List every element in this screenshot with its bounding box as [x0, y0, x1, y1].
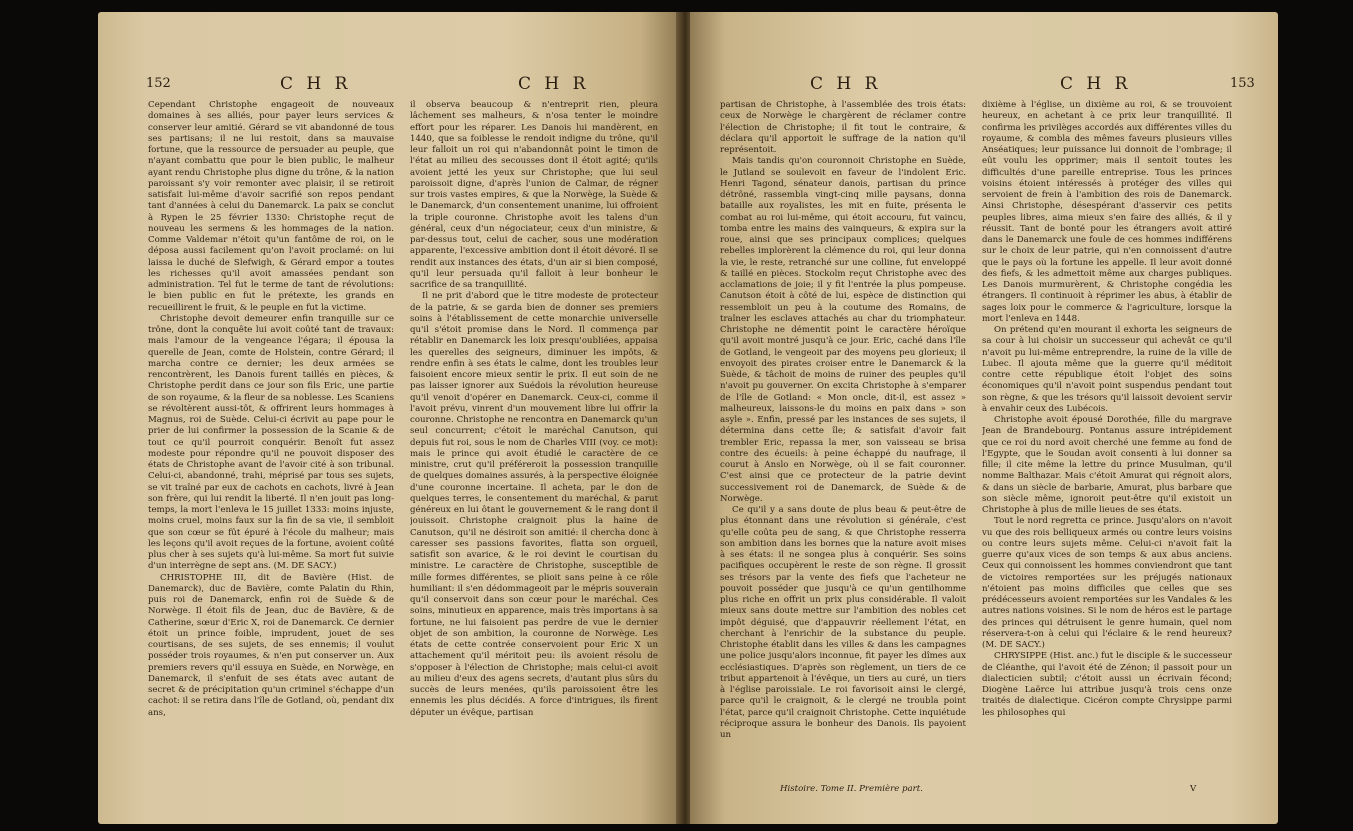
paragraph: Cependant Christophe engageoit de nouveaux domaines à ses alliés, pour payer leurs services & conserver leur amitié. Gérard se vit abandonné de tous ses partisans; il ne lui restoit, dans sa mauvaise fortune, que la ressource de persuader au peuple, que n'ayant combattu que pour le bien public, le malheur ayant rendu Christophe plus digne du trône, & la nation paroissant s'y voir remonter avec plaisir, il se retiroit satisfait lui-même d'avoir sacrifié son repos pendant tant d'années à celui du Danemarck. La paix se conclut à Rypen le 25 février 1330: Christophe reçut de nouveau les sermens & les hommages de la nation. Comme Valdemar n'étoit qu'un fantôme de roi, on le déposa aussi facilement qu'on l'avoit proclamé: on lui laissa le duché de Slefwigh, & Gérard empor a toutes les richesses qu'il avoit amassées pendant son administration. Tel fut le terme de tant de révolutions: le bien public en fut le prétexte, les grands en recueillirent le fruit, & le peuple en fut la victime.: [148, 100, 394, 313]
page-footer-title: Histoire. Tome II. Première part.: [780, 784, 923, 794]
signature-mark: V: [1190, 784, 1197, 794]
paragraph: Christophe avoit épousé Dorothée, fille du margrave Jean de Brandebourg. Pontanus assure intrépidement que ce roi du nord avoit cherché une femme au fond de l'Egypte, que le Soudan avoit consenti à lui donner sa fille; il cite même la lettre du prince Musulman, qu'il nomme Balthazar. Mais c'étoit Amurat qui régnoit alors, & dans un siècle de barbarie, Amurat, plus barbare que son siècle même, ignoroit peut-être qu'il existoit un Christophe à plus de mille lieues de ses états.: [982, 415, 1232, 515]
page-number: 153: [1230, 76, 1255, 91]
paragraph: On prétend qu'en mourant il exhorta les seigneurs de sa cour à lui choisir un successeur qui achevât ce qu'il n'avoit pu lui-même entreprendre, la ruine de la ville de Lubec. Il ajouta même que la guerre qu'il méditoit contre cette république étoit l'objet des soins économiques qu'il n'avoit point suspendus pendant tout son règne, & que les trésors qu'il laissoit devoient servir à envahir ceux des Lubécois.: [982, 325, 1232, 414]
paragraph: Ce qu'il y a sans doute de plus beau & peut-être de plus étonnant dans une révolution si générale, c'est qu'elle coûta peu de sang, & que Christophe resserra son ambition dans les bornes que la nature avoit mises à ses états: il ne songea plus à conquérir. Ses soins pacifiques occupèrent le reste de son règne. Il grossit ses trésors par la vente des fiefs que l'acheteur ne pouvoit posséder que jusqu'à ce qu'un gentilhomme plus riche en offrit un prix plus considérable. Il valoit mieux sans doute mettre sur l'ambition des nobles cet impôt déguisé, que d'appauvrir réellement l'état, en cherchant à l'enrichir de la substance du peuple. Christophe établit dans les villes & dans les campagnes une police jusqu'alors inconnue, fit payer les dîmes aux ecclésiastiques. D'après son règlement, un tiers de ce tribut appartenoit à l'évêque, un tiers au curé, un tiers à l'église paroissiale. Le roi favorisoit ainsi le clergé, parce qu'il le craignoit, & le clergé ne troubla point l'état, parce qu'il craignoit Christophe. Cette inquiétude réciproque assura le bonheur des Danois. Ils payoient un: [720, 505, 966, 740]
left-page-column-2: [410, 100, 658, 790]
paragraph: Christophe devoit demeurer enfin tranquille sur ce trône, dont la conquête lui avoit coûté tant de travaux: mais l'amour de la vengeance l'égara; il épousa la querelle de Jean, comte de Holstein, contre Gérard; il marcha contre ce dernier; les deux armées se rencontrèrent, les Danois furent taillés en pièces, & Christophe perdit dans ce jour son fils Eric, une partie de son royaume, & la fleur de sa noblesse. Les Scaniens se révoltèrent aussi-tôt, & offrirent leurs hommages à Magnus, roi de Suède. Celui-ci écrivit au pape pour le prier de lui confirmer la possession de la Scanie & de tout ce qu'il pourroit conquérir. Benoît fut assez modeste pour répondre qu'il ne pouvoit disposer des états de Christophe avant de l'avoir cité à son tribunal. Celui-ci, abandonné, trahi, méprisé par tous ses sujets, se vit traîné par eux de cachots en cachots, livré à Jean son frère, qui lui rendit la liberté. Il n'en jouit pas long-temps, la mort l'enleva le 15 juillet 1333: moins injuste, moins cruel, moins faux sur la fin de sa vie, il sembloit que son cœur se fût épuré à l'école du malheur; mais les leçons qu'il avoit reçues de la fortune, avoient coûté plus cher à ses sujets qu'à lui-même. Sa mort fut suivie d'un interrègne de sept ans. (M. DE SACY.): [148, 313, 394, 572]
paragraph: Mais tandis qu'on couronnoit Christophe en Suède, le Jutland se soulevoit en faveur de l'indolent Eric. Henri Tagond, sénateur danois, partisan du prince détrôné, rassembla vingt-cinq mille paysans, donna bataille aux royalistes, les mit en fuite, présenta le combat au roi lui-même, qui étoit accouru, fut vaincu, tomba entre les mains des vainqueurs, & expira sur la roue, ainsi que ses principaux complices; quelques rebelles implorèrent la clémence du roi, qui leur donna la vie, le reste, retranché sur une colline, fut enveloppé & taillé en pièces. Stockolm reçut Christophe avec des acclamations de joie; il y fit l'entrée la plus pompeuse. Canutson étoit à côté de lui, espèce de distinction qui ressembloit un peu à la coutume des Romains, de traîner les esclaves attachés au char du triomphateur. Christophe ne démentit point le caractère héroïque qu'il avoit montré jusqu'à ce jour. Eric, caché dans l'île de Gotland, le vengeoit par des moyens peu glorieux; il envoyoit des pirates croiser entre le Danemarck & la Suède, & tâchoit de moins de ruiner des peuples qu'il n'avoit pu gouverner. On excita Christophe à s'emparer de l'île de Gotland: « Mon oncle, dit-il, est assez » malheureux, laissons-le du moins en paix dans » son asyle ». Enfin, pressé par les instances de ses sujets, il détermina dans cette île; & satisfait d'avoir fait trembler Eric, repassa la mer, son vaisseau se brisa contre des écueils: à peine échappé du naufrage, il courut à Anslo en Norwège, où il se fait couronner. C'est ainsi que ce protecteur de la patrie devint successivement roi de Danemarck, de Suède & de Norwège.: [720, 156, 966, 504]
right-page: [690, 12, 1278, 824]
running-head: C H R: [1060, 74, 1132, 94]
running-head: C H R: [810, 74, 882, 94]
paragraph: il observa beaucoup & n'entreprit rien, pleura lâchement ses malheurs, & n'osa tenter le moindre effort pour les réparer. Les Danois lui mandèrent, en 1440, que sa foiblesse le rendoit indigne du trône, qu'il leur falloit un roi qui n'abandonnât point le timon de l'état au milieu des secousses dont il étoit agité; qu'ils avoient jetté les yeux sur Christophe; que lui seul paroissoit digne, d'après l'union de Calmar, de régner sur trois vastes empires, & que la Norwège, la Suède & le Danemarck, d'un consentement unanime, lui offroient la triple couronne. Christophe avoit les talens d'un général, ceux d'un négociateur, ceux d'un ministre, & par-dessus tout, celui de cacher, sous une modération apparente, l'excessive ambition dont il étoit dévoré. Il se rendit aux instances des états, d'un air si bien composé, qu'il leur persuada qu'il falloit à leur bonheur le sacrifice de sa tranquillité.: [410, 100, 658, 290]
right-page-header: [690, 74, 1278, 96]
paragraph: CHRISTOPHE III, dit de Bavière (Hist. de Danemarck), duc de Bavière, comte Palatin du Rhin, puis roi de Danemarck, enfin roi de Suède & de Norwège. Il étoit fils de Jean, duc de Bavière, & de Catherine, sœur d'Eric X, roi de Danemarck. Ce dernier étoit un prince foible, imprudent, jouet de ses courtisans, de ses sujets, de ses ennemis; il voulut posséder trois royaumes, & n'en put conserver un. Aux premiers revers qu'il essuya en Suède, en Norwège, en Danemarck, il s'enfuit de ses états avec autant de secret & de précipitation qu'un criminel s'échappe d'un cachot: il se retira dans l'île de Gotland, où, pendant dix ans,: [148, 572, 394, 718]
open-book: [98, 12, 1278, 824]
paragraph: Tout le nord regretta ce prince. Jusqu'alors on n'avoit vu que des rois belliqueux armés ou contre leurs voisins ou contre leurs sujets même. Celui-ci n'avoit fait la guerre qu'aux vices de son temps & aux abus anciens. Ceux qui connoissent les hommes conviendront que tant de victoires remportées sur les préjugés nationaux n'étoient pas moins difficiles que celles que ses prédécesseurs avoient remportées sur les Vandales & les autres nations voisines. Si le nom de héros est le partage des princes qui détruisent le genre humain, quel nom réservera-t-on à celui qui l'éclaire & le rend heureux? (M. DE SACY.): [982, 516, 1232, 650]
paragraph: dixième à l'église, un dixième au roi, & se trouvoient heureux, en achetant à ce prix leur tranquillité. Il confirma les privilèges accordés aux différentes villes du royaume, & combla des mêmes faveurs plusieurs villes Anséatiques; leur puissance lui donnoit de l'ombrage; il eût voulu les opprimer; mais il sentoit toutes les difficultés d'une pareille entreprise. Tous les princes voisins étoient intéressés à protéger des villes qui servoient de frein à l'ambition des rois de Danemarck. Ainsi Christophe, désespérant d'asservir ces petits peuples libres, aima mieux s'en faire des alliés, & il y réussit. Tant de bonté pour les étrangers avoit attiré dans le Danemarck une foule de ces hommes indifférens sur le choix de leur patrie, qui n'en connoissent d'autre que le pays où la fortune les appelle. Il leur avoit donné des fiefs, & les admettoit même aux charges publiques. Les Danois murmurèrent, & Christophe congédia les étrangers. Il continuoit à réprimer les abus, à établir de sages loix pour le commerce & l'agriculture, lorsque la mort l'enleva en 1448.: [982, 100, 1232, 324]
right-page-column-2: [982, 100, 1232, 790]
paragraph: Il ne prit d'abord que le titre modeste de protecteur de la patrie, & se garda bien de donner ses premiers soins à l'établissement de cette monarchie universelle qu'il s'étoit promise dans le Nord. Il commença par rétablir en Danemarck les loix presqu'oubliées, appaisa les querelles des seigneurs, diminuer les impôts, & rendre enfin à ses états le calme, dont les troubles leur faisoient encore mieux sentir le prix. Il eut soin de ne pas laisser ignorer aux Suédois la révolution heureuse qu'il venoit d'opérer en Danemarck. Ceux-ci, comme il l'avoit prévu, vinrent d'un mouvement libre lui offrir la couronne. Christophe ne rencontra en Danemarck qu'un seul concurrent; c'étoit le maréchal Canutson, qui depuis fut roi, sous le nom de Charles VIII (voy. ce mot): mais le prince qui avoit étudié le caractère de ce ministre, crut qu'il préféreroit la possession tranquille de quelques domaines assurés, à la perspective éloignée d'une couronne incertaine. Il acheta, par le don de quelques terres, le consentement du maréchal, & parut généreux en lui ôtant le gouvernement & le rang dont il jouissoit. Christophe craignoit plus la haine de Canutson, qu'il ne désiroit son amitié: il chercha donc à caresser ses passions favorites, flatta son orgueil, satisfit son avarice, & le roi devint le courtisan du ministre. Le caractère de Christophe, susceptible de mille formes différentes, se plioit sans peine à ce rôle humiliant: il s'en dédommageoit par le mépris souverain qu'il conservoit dans son cœur pour le maréchal. Ces soins, minutieux en apparence, mais très importans à sa fortune, ne lui faisoient pas perdre de vue le dernier objet de son ambition, la couronne de Norwège. Les états de cette contrée conservoient pour Eric X un attachement qu'il méritoit peu: ils avoient résolu de s'opposer à l'élection de Christophe; mais celui-ci avoit au milieu d'eux des agens secrets, d'autant plus sûrs du succès de leurs menées, qu'ils paroissoient être les ennemis les plus décidés. A force d'intrigues, ils firent députer un évêque, partisan: [410, 291, 658, 718]
running-head: C H R: [518, 74, 590, 94]
page-number: 152: [146, 76, 171, 91]
left-page-header: [98, 74, 680, 96]
left-page-column-1: [148, 100, 394, 790]
running-head: C H R: [280, 74, 352, 94]
paragraph: CHRYSIPPE (Hist. anc.) fut le disciple & le successeur de Cléanthe, qui l'avoit été de Zénon; il passoit pour un dialecticien subtil; c'étoit aussi un écrivain fécond; Diogène Laërce lui attribue jusqu'à trois cens onze traités de dialectique. Cicéron compte Chrysippe parmi les philosophes qui: [982, 651, 1232, 718]
right-page-column-1: [720, 100, 966, 790]
left-page: [98, 12, 680, 824]
paragraph: partisan de Christophe, à l'assemblée des trois états: ceux de Norwège le chargèrent de réclamer contre l'élection de Christophe; il fit tout le contraire, & déclara qu'il apportoit le suffrage de la nation qu'il représentoit.: [720, 100, 966, 155]
